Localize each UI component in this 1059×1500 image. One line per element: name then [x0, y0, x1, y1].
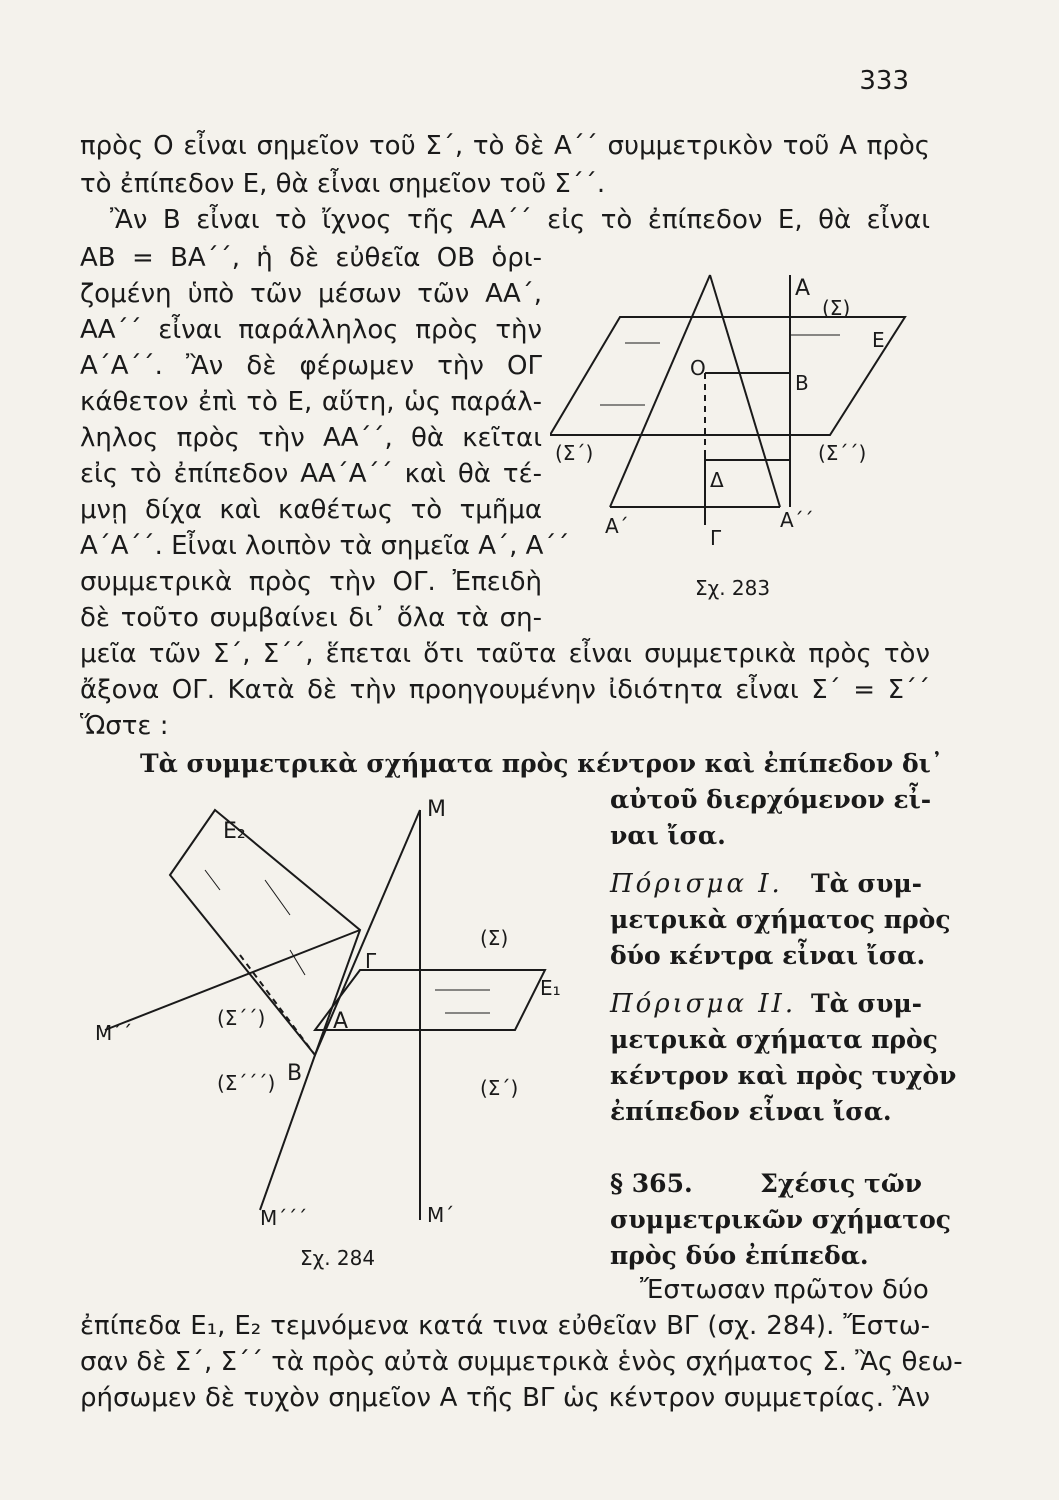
text-line: κάθετον ἐπὶ τὸ Ε, αὕτη, ὡς παράλ-: [80, 387, 542, 417]
label-o: O: [690, 356, 706, 380]
label-e2: E₂: [223, 819, 246, 844]
text-line: Ὥστε :: [80, 711, 169, 741]
page-number: 333: [859, 66, 909, 96]
label-m-double-prime: M΄΄: [95, 1021, 133, 1045]
label-b: B: [287, 1061, 303, 1086]
section-title: πρὸς δύο ἐπίπεδα.: [610, 1241, 869, 1270]
text-line: δὲ τοῦτο συμβαίνει δι᾽ ὅλα τὰ ση-: [80, 603, 542, 633]
figure-284: [95, 790, 595, 1260]
text-line: συμμετρικὰ πρὸς τὴν ΟΓ. Ἐπειδὴ: [80, 567, 542, 597]
porisma-2-text: Τὰ συμ-: [811, 989, 922, 1018]
label-sigma-1: (Σ΄): [555, 441, 594, 465]
text-line: ληλος πρὸς τὴν ΑΑ΄΄, θὰ κεῖται: [80, 423, 542, 453]
text-line: τὸ ἐπίπεδον Ε, θὰ εἶναι σημεῖον τοῦ Σ΄΄.: [80, 169, 606, 199]
label-e: E: [872, 328, 885, 352]
label-sigma: (Σ): [822, 296, 851, 320]
text-line: Ἔστωσαν πρῶτον δύο: [640, 1275, 929, 1305]
text-line: ρήσωμεν δὲ τυχὸν σημεῖον Α τῆς ΒΓ ὡς κέντρον συμμετρίας. Ἂν: [80, 1383, 930, 1413]
plane-e1: [315, 970, 545, 1030]
section-title: συμμετρικῶν σχήματος: [610, 1205, 952, 1234]
label-a1: A΄: [605, 514, 629, 538]
theorem-line: Τὰ συμμετρικὰ σχήματα πρὸς κέντρον καὶ ἐπίπεδον δι᾽: [140, 749, 944, 778]
figure-284-caption: Σχ. 284: [300, 1246, 376, 1270]
label-delta: Δ: [710, 468, 724, 492]
label-gamma: Γ: [710, 526, 722, 550]
porisma-2-text: κέντρον καὶ πρὸς τυχὸν: [610, 1061, 957, 1090]
label-gamma: Γ: [365, 949, 377, 973]
section-number: § 365.: [610, 1169, 693, 1198]
label-sigma-2: (Σ΄΄): [217, 1006, 266, 1030]
figure-283: [550, 255, 910, 555]
label-m: M: [427, 797, 446, 822]
text-line: Ἂν Β εἶναι τὸ ἴχνος τῆς ΑΑ΄΄ εἰς τὸ ἐπίπεδον Ε, θὰ εἶναι: [110, 205, 930, 235]
label-sigma-3: (Σ΄΄΄): [217, 1071, 276, 1095]
theorem-line: αὐτοῦ διερχόμενον εἶ-: [610, 785, 932, 814]
text-line: ΑΑ΄΄ εἶναι παράλληλος πρὸς τὴν: [80, 315, 542, 345]
label-b: B: [795, 371, 809, 395]
porisma-2-text: ἐπίπεδον εἶναι ἴσα.: [610, 1097, 892, 1126]
text-line: εἰς τὸ ἐπίπεδον ΑΑ΄Α΄΄ καὶ θὰ τέ-: [80, 459, 542, 489]
text-line: μνῃ δίχα καὶ καθέτως τὸ τμῆμα: [80, 495, 542, 525]
text-line: ἐπίπεδα Ε₁, Ε₂ τεμνόμενα κατά τινα εὐθεῖαν ΒΓ (σχ. 284). Ἔστω-: [80, 1311, 930, 1341]
label-sigma-2: (Σ΄΄): [818, 441, 867, 465]
label-m-prime: M΄: [427, 1203, 455, 1227]
text-line: σαν δὲ Σ΄, Σ΄΄ τὰ πρὸς αὐτὰ συμμετρικὰ ἑνὸς σχήματος Σ. Ἂς θεω-: [80, 1347, 963, 1377]
section-title: Σχέσις τῶν: [760, 1169, 922, 1198]
label-sigma-1: (Σ΄): [480, 1076, 519, 1100]
porisma-1-text: δύο κέντρα εἶναι ἴσα.: [610, 941, 926, 970]
porisma-2-text: μετρικὰ σχήματα πρὸς: [610, 1025, 938, 1054]
porisma-1-heading: [610, 866, 922, 902]
text-line: μεῖα τῶν Σ΄, Σ΄΄, ἕπεται ὅτι ταῦτα εἶναι συμμετρικὰ πρὸς τὸν: [80, 639, 930, 669]
text-line: πρὸς Ο εἶναι σημεῖον τοῦ Σ΄, τὸ δὲ Α΄΄ συμμετρικὸν τοῦ Α πρὸς: [80, 131, 930, 161]
text-line: Α΄Α΄΄. Ἂν δὲ φέρωμεν τὴν ΟΓ: [80, 351, 542, 381]
section-heading: [610, 1166, 922, 1202]
label-a: A: [333, 1009, 349, 1034]
text-line: ΑΒ = ΒΑ΄΄, ἡ δὲ εὐθεῖα ΟΒ ὁρι-: [80, 243, 542, 273]
text-line: ζομένη ὑπὸ τῶν μέσων τῶν ΑΑ΄,: [80, 279, 542, 309]
porisma-2-heading: [610, 986, 922, 1022]
porisma-1-text: μετρικὰ σχήματος πρὸς: [610, 905, 951, 934]
label-m-triple-prime: M΄΄΄: [260, 1206, 308, 1230]
text-line: ἄξονα ΟΓ. Κατὰ δὲ τὴν προηγουμένην ἰδιότητα εἶναι Σ΄ = Σ΄΄: [80, 675, 930, 705]
label-e1: E₁: [540, 976, 561, 1000]
porisma-1-text: Τὰ συμ-: [811, 869, 922, 898]
theorem-line: ναι ἴσα.: [610, 821, 726, 850]
porisma-2-label: Πόρισμα ΙΙ.: [610, 989, 797, 1019]
figure-283-caption: Σχ. 283: [695, 576, 771, 600]
label-a: A: [795, 276, 811, 301]
text-line: Α΄Α΄΄. Εἶναι λοιπὸν τὰ σημεῖα Α΄, Α΄΄: [80, 531, 570, 561]
label-sigma: (Σ): [480, 926, 509, 950]
porisma-1-label: Πόρισμα Ι.: [610, 869, 783, 899]
label-a2: A΄΄: [780, 508, 814, 532]
